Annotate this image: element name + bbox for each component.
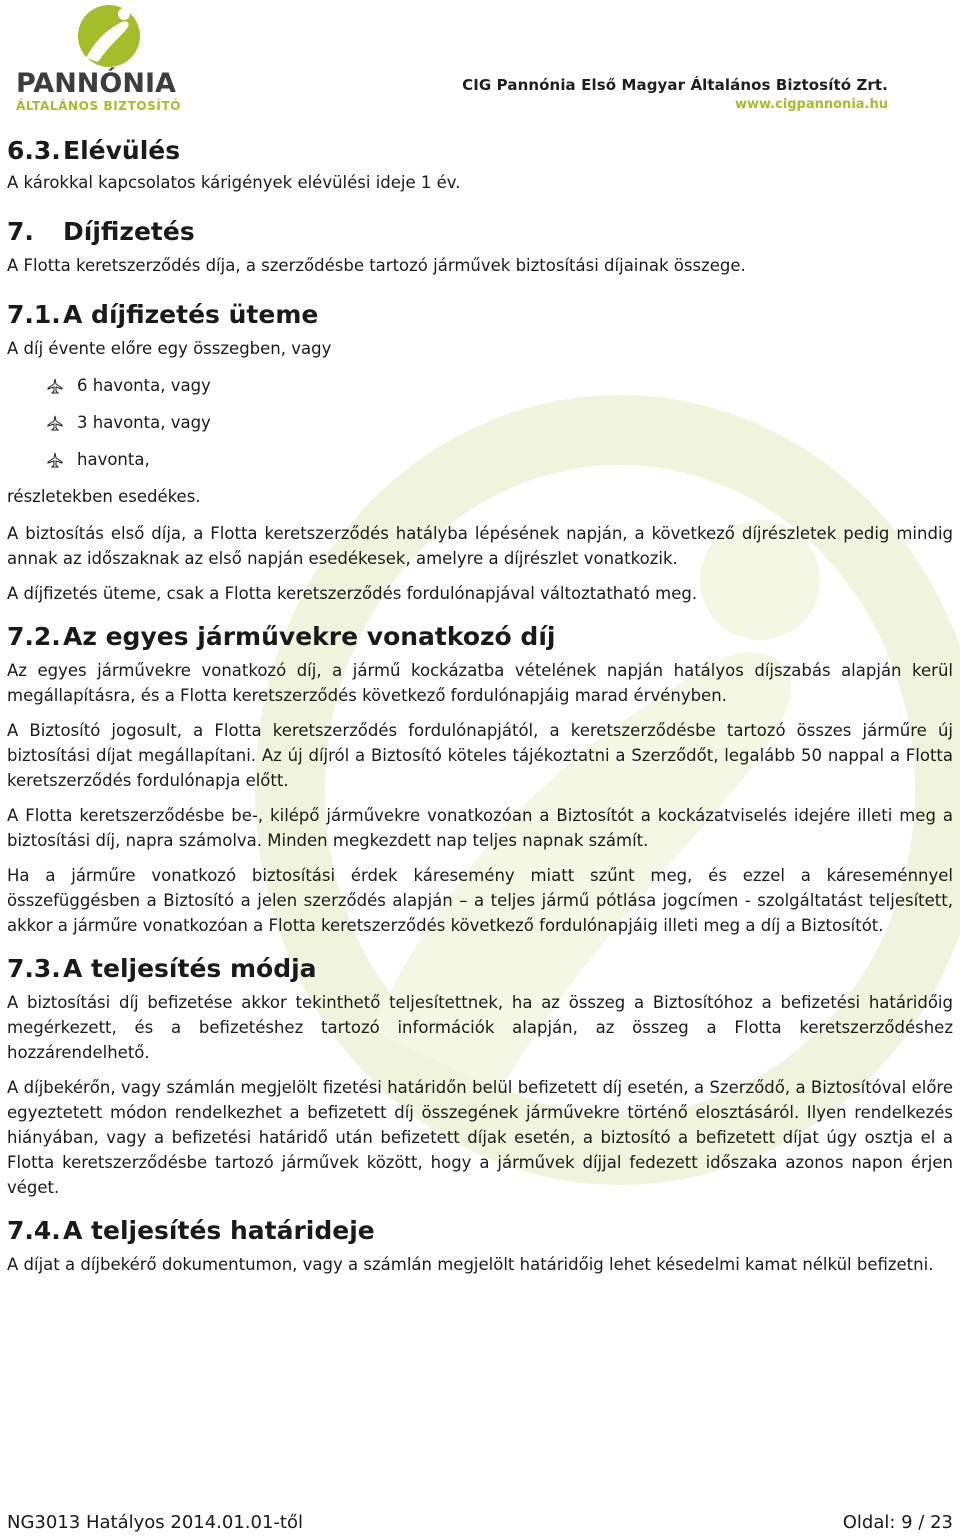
paragraph: Ha a járműre vonatkozó biztosítási érdek káresemény miatt szűnt meg, és ezzel a káreseménnyel összefüggésben a Biztosító a jelen szerződés alapján – a teljes jármű pótlása jogcímen - szolgáltatást teljesített, akkor a járműre vonatkozóan a Flotta keretszerződés következő fordulónapjáig illeti meg a díj a Biztosítót. bbox=[7, 866, 953, 935]
list-item bbox=[7, 367, 953, 404]
section-title: A teljesítés módja bbox=[63, 954, 317, 983]
list-item bbox=[7, 441, 953, 478]
paragraph: A biztosítási díj befizetése akkor tekinthető teljesítettnek, ha az összeg a Biztosítóhoz a befizetési határidőig megérkezett, és a befizetéshez tartozó információk alapján, az összeg a Flotta keretszerződéshez hozzárendelhető. bbox=[7, 993, 953, 1062]
section-title: A díjfizetés üteme bbox=[63, 300, 319, 329]
paragraph: Az egyes járművekre vonatkozó díj, a jármű kockázatba vételének napján hatályos díjszabás alapján kerül megállapításra, és a Flotta keretszerződés következő fordulónapjáig marad érvényben. bbox=[7, 661, 953, 705]
paragraph: A díjfizetés üteme, csak a Flotta keretszerződés fordulónapjával változtatható meg. bbox=[7, 584, 698, 603]
list-item bbox=[7, 404, 953, 441]
section-7-4-heading bbox=[7, 1214, 953, 1248]
section-7-1-heading bbox=[7, 298, 953, 332]
page-footer bbox=[7, 1512, 953, 1533]
airplane-icon bbox=[47, 452, 69, 468]
paragraph: A díj évente előre egy összegben, vagy bbox=[7, 339, 332, 358]
section-6-3-heading bbox=[7, 134, 953, 168]
company-block bbox=[462, 76, 888, 112]
paragraph: A Biztosító jogosult, a Flotta keretszerződés fordulónapjától, a keretszerződésbe tartozó összes járműre új biztosítási díjat megállapítani. Az új díjról a Biztosító köteles tájékoztatni a Szerződőt, legalább 50 nappal a Flotta keretszerződés fordulónapja előtt. bbox=[7, 721, 953, 790]
section-title: Díjfizetés bbox=[63, 217, 195, 246]
list-item-text: havonta, bbox=[77, 450, 150, 469]
paragraph: A Flotta keretszerződés díja, a szerződésbe tartozó járművek biztosítási díjainak összege. bbox=[7, 256, 746, 275]
section-title: Az egyes járművekre vonatkozó díj bbox=[63, 622, 556, 651]
section-7-2-heading bbox=[7, 620, 953, 654]
section-7-heading bbox=[7, 215, 953, 249]
section-number: 7.1. bbox=[7, 300, 61, 329]
bullet-list bbox=[7, 367, 953, 478]
list-item-text: 6 havonta, vagy bbox=[77, 376, 211, 395]
company-name: CIG Pannónia Első Magyar Általános Biztosító Zrt. bbox=[462, 76, 888, 94]
company-website-link[interactable]: www.cigpannonia.hu bbox=[734, 97, 888, 112]
section-number: 6.3. bbox=[7, 136, 61, 165]
footer-document-id: NG3013 Hatályos 2014.01.01-től bbox=[7, 1512, 303, 1533]
list-item-text: 3 havonta, vagy bbox=[77, 413, 211, 432]
section-number: 7.3. bbox=[7, 954, 61, 983]
section-number: 7.2. bbox=[7, 622, 61, 651]
paragraph: A károkkal kapcsolatos kárigények elévülési ideje 1 év. bbox=[7, 173, 461, 192]
section-number: 7.4. bbox=[7, 1216, 61, 1245]
paragraph: A díjat a díjbekérő dokumentumon, vagy a számlán megjelölt határidőig lehet késedelmi kamat nélkül befizetni. bbox=[7, 1255, 934, 1274]
paragraph: A biztosítás első díja, a Flotta keretszerződés hatályba lépésének napján, a következő díjrészletek pedig mindig annak az időszaknak az első napján esedékesek, amelyre a díjrészlet vonatkozik. bbox=[7, 524, 953, 568]
airplane-icon bbox=[47, 415, 69, 431]
section-number: 7. bbox=[7, 217, 34, 246]
section-7-3-heading bbox=[7, 952, 953, 986]
pannonia-logo bbox=[14, 0, 204, 112]
paragraph: A Flotta keretszerződésbe be-, kilépő járművekre vonatkozóan a Biztosítót a kockázatviselés idejére illeti meg a biztosítási díj, napra számolva. Minden megkezdett nap teljes napnak számít. bbox=[7, 806, 953, 850]
paragraph: részletekben esedékes. bbox=[7, 487, 201, 506]
page-number: Oldal: 9 / 23 bbox=[842, 1512, 953, 1533]
airplane-icon bbox=[47, 378, 69, 394]
section-title: A teljesítés határideje bbox=[63, 1216, 375, 1245]
logo-name: PANNÓNIA bbox=[16, 68, 176, 99]
section-title: Elévülés bbox=[63, 136, 181, 165]
document-body bbox=[7, 134, 953, 1277]
logo-subtitle: ÁLTALÁNOS BIZTOSÍTÓ bbox=[16, 99, 182, 112]
paragraph: A díjbekérőn, vagy számlán megjelölt fizetési határidőn belül befizetett díj esetén, a Szerződő, a Biztosítóval előre egyeztetett módon rendelkezhet a befizetett díj összegének járművekre történő elosztásáról. Ilyen rendelkezés hiányában, vagy a befizetési határidő után befizetett díjak esetén, a biztosító a befizetett díjat úgy osztja el a Flotta keretszerződésbe tartozó járművek között, hogy a járművek díjjal fedezett időszaka azonos napon érjen véget. bbox=[7, 1078, 953, 1197]
